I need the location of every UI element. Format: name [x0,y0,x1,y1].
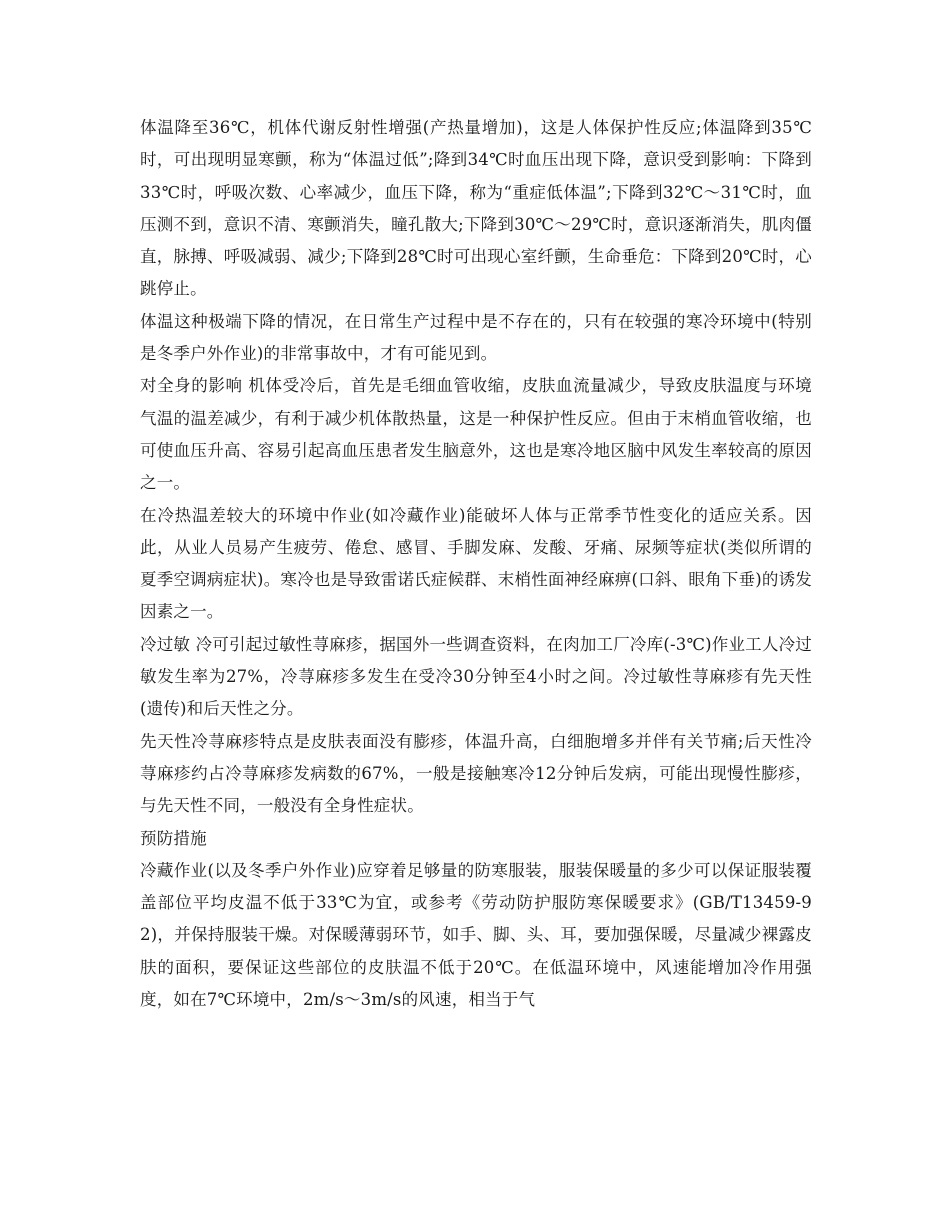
paragraph-cold-allergy: 冷过敏 冷可引起过敏性荨麻疹，据国外一些调查资料，在肉加工厂冷库(-3℃)作业工人冷过敏发生率为27%，冷荨麻疹多发生在受冷30分钟至4小时之间。冷过敏性荨麻疹有先天性(遗传)和后天性之分。 [140,634,812,719]
section-heading-prevention: 预防措施 [140,828,207,848]
paragraph-temperature-difference: 在冷热温差较大的环境中作业(如冷藏作业)能破坏人体与正常季节性变化的适应关系。因此，从业人员易产生疲劳、倦怠、感冒、手脚发麻、发酸、牙痛、尿频等症状(类似所谓的夏季空调病症状)。寒冷也是导致雷诺氏症候群、末梢性面神经麻痹(口斜、眼角下垂)的诱发因素之一。 [140,505,812,622]
document-page [140,112,812,1016]
paragraph-urticaria-types: 先天性冷荨麻疹特点是皮肤表面没有膨疹，体温升高，白细胞增多并伴有关节痛;后天性冷荨麻疹约占冷荨麻疹发病数的67%，一般是接触寒冷12分钟后发病，可能出现慢性膨疹，与先天性不同，一般没有全身性症状。 [140,731,812,816]
paragraph-whole-body-effects: 对全身的影响 机体受冷后，首先是毛细血管收缩，皮肤血流量减少，导致皮肤温度与环境气温的温差减少，有利于减少机体散热量，这是一种保护性反应。但由于末梢血管收缩，也可使血压升高、容易引起高血压患者发生脑意外，这也是寒冷地区脑中风发生率较高的原因之一。 [140,376,812,493]
paragraph-prevention-clothing: 冷藏作业(以及冬季户外作业)应穿着足够量的防寒服装，服装保暖量的多少可以保证服装覆盖部位平均皮温不低于33℃为宜，或参考《劳动防护服防寒保暖要求》(GB/T13459-92)，并保持服装干燥。对保暖薄弱环节，如手、脚、头、耳，要加强保暖，尽量减少裸露皮肤的面积，要保证这些部位的皮肤温不低于20℃。在低温环境中，风速能增加冷作用强度，如在7℃环境中，2m/s～3m/s的风速，相当于气 [140,860,812,1010]
paragraph-extreme-cases: 体温这种极端下降的情况，在日常生产过程中是不存在的，只有在较强的寒冷环境中(特别是冬季户外作业)的非常事故中，才有可能见到。 [140,311,812,364]
paragraph-body-temperature-drop: 体温降至36℃，机体代谢反射性增强(产热量增加)，这是人体保护性反应;体温降到35℃时，可出现明显寒颤，称为“体温过低”;降到34℃时血压出现下降，意识受到影响：下降到33℃时，呼吸次数、心率减少，血压下降，称为“重症低体温”;下降到32℃～31℃时，血压测不到，意识不清、寒颤消失，瞳孔散大;下降到30℃～29℃时，意识逐渐消失，肌肉僵直，脉搏、呼吸减弱、减少;下降到28℃时可出现心室纤颤，生命垂危：下降到20℃时，心跳停止。 [140,118,812,299]
